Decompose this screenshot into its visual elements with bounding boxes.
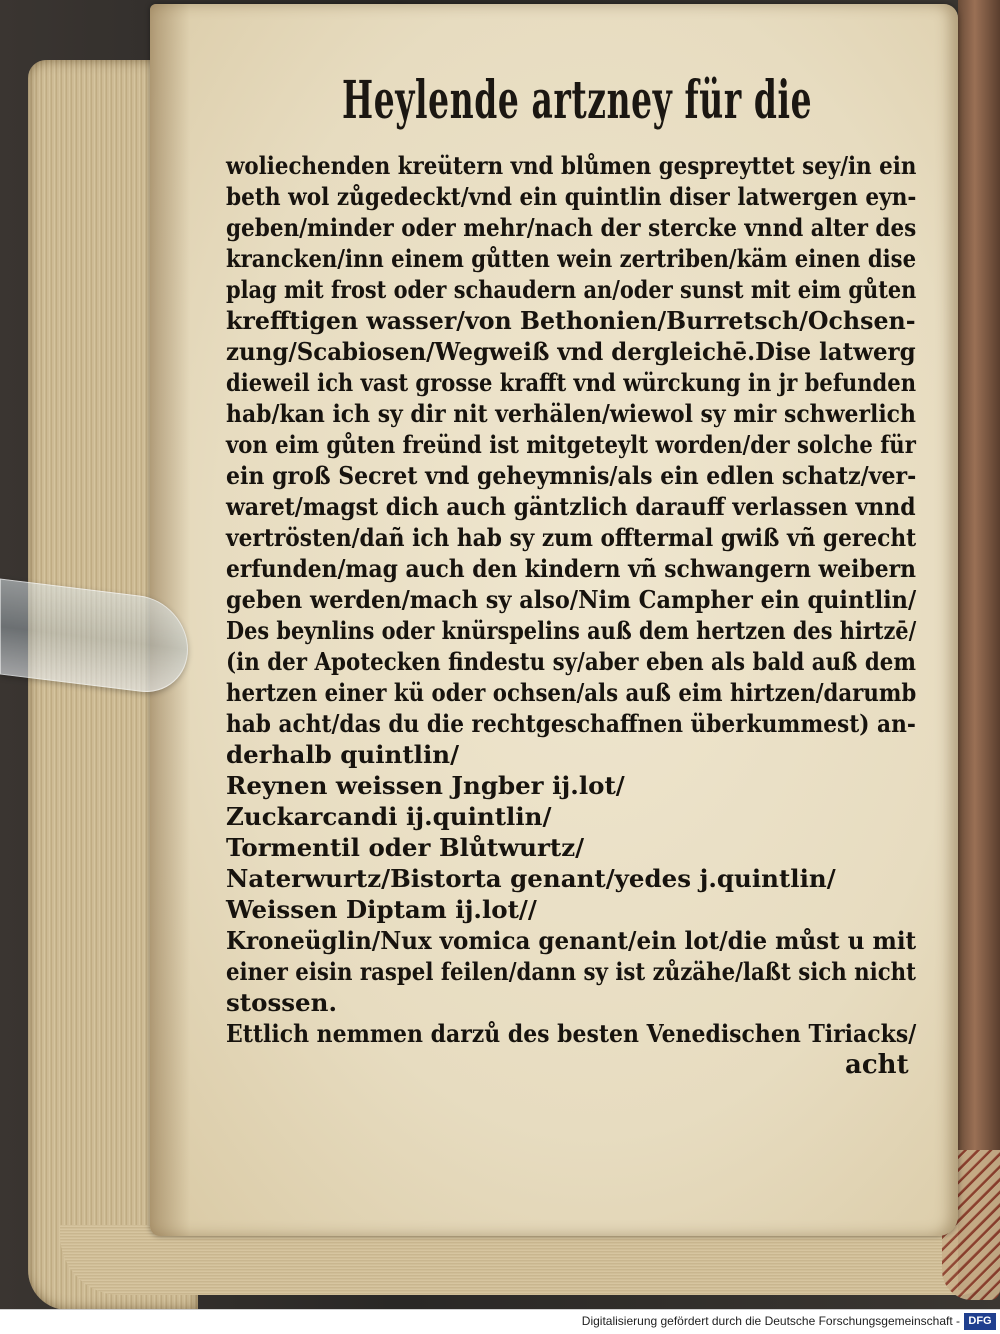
page-body-text [226, 150, 916, 1049]
page-heading: Heylende artzney für die [342, 70, 813, 131]
text-line: vertrösten/dañ ich hab sy zum offtermal gwiß vñ gerecht [226, 523, 917, 552]
catchword: acht [845, 1050, 909, 1080]
text-line: zung/Scabiosen/Wegweiß vnd dergleichē.Dise latwerg [226, 337, 916, 366]
text-line: Naterwurtz/Bistorta genant/yedes j.quintlin/ [226, 864, 836, 893]
text-line: Reynen weissen Jngber ij.lot/ [226, 771, 625, 800]
text-line: Weissen Diptam ij.lot// [226, 895, 537, 924]
text-line: beth wol zůgedeckt/vnd ein quintlin diser latwergen eyn- [226, 182, 917, 211]
text-line: Ettlich nemmen darzů des besten Venedischen Tiriacks/ [226, 1019, 917, 1048]
text-line: waret/magst dich auch gäntzlich darauff verlassen vnnd [226, 492, 916, 521]
text-line: plag mit frost oder schaudern an/oder sunst mit eim gůten [226, 275, 917, 304]
text-line: dieweil ich vast grosse krafft vnd würckung in jr befunden [226, 368, 917, 397]
text-line: Des beynlins oder knürspelins auß dem hertzen des hirtzē/ [226, 616, 917, 645]
book-cover-edge [958, 0, 1000, 1290]
text-line: geben werden/mach sy also/Nim Campher ein quintlin/ [226, 585, 917, 614]
text-line: hertzen einer kü oder ochsen/als auß eim hirtzen/darumb [226, 678, 917, 707]
text-line: (in der Apotecken findestu sy/aber eben als bald auß dem [226, 647, 917, 676]
text-line: stossen. [226, 988, 337, 1017]
text-line: woliechenden kreütern vnd blůmen gespreyttet sey/in ein [226, 151, 917, 180]
text-line: Tormentil oder Blůtwurtz/ [226, 833, 585, 862]
text-line: geben/minder oder mehr/nach der stercke vnnd alter des [226, 213, 917, 242]
footer-bar [0, 1309, 1000, 1334]
text-line: Kroneüglin/Nux vomica genant/ein lot/die můst u mit [226, 926, 917, 955]
text-line: krancken/inn einem gůtten wein zertriben/käm einen dise [226, 244, 917, 273]
footer-credit: Digitalisierung gefördert durch die Deutsche Forschungsgemeinschaft - [581, 1314, 960, 1328]
text-line: krefftigen wasser/von Bethonien/Burretsch/Ochsen- [226, 306, 916, 335]
text-line: erfunden/mag auch den kindern vñ schwangern weibern [226, 554, 916, 583]
text-line: ein groß Secret vnd geheymnis/als ein edlen schatz/ver- [226, 461, 917, 490]
text-line: Zuckarcandi ij.quintlin/ [226, 802, 552, 831]
text-line: von eim gůten freünd ist mitgeteylt worden/der solche für [226, 430, 916, 459]
text-line: hab/kan ich sy dir nit verhälen/wiewol sy mir schwerlich [226, 399, 916, 428]
text-line: einer eisin raspel feilen/dann sy ist zůzähe/laßt sich nicht [226, 957, 916, 986]
text-line: derhalb quintlin/ [226, 740, 460, 769]
text-line: hab acht/das du die rechtgeschaffnen überkummest) an- [226, 709, 916, 738]
dfg-logo: DFG [964, 1313, 996, 1330]
